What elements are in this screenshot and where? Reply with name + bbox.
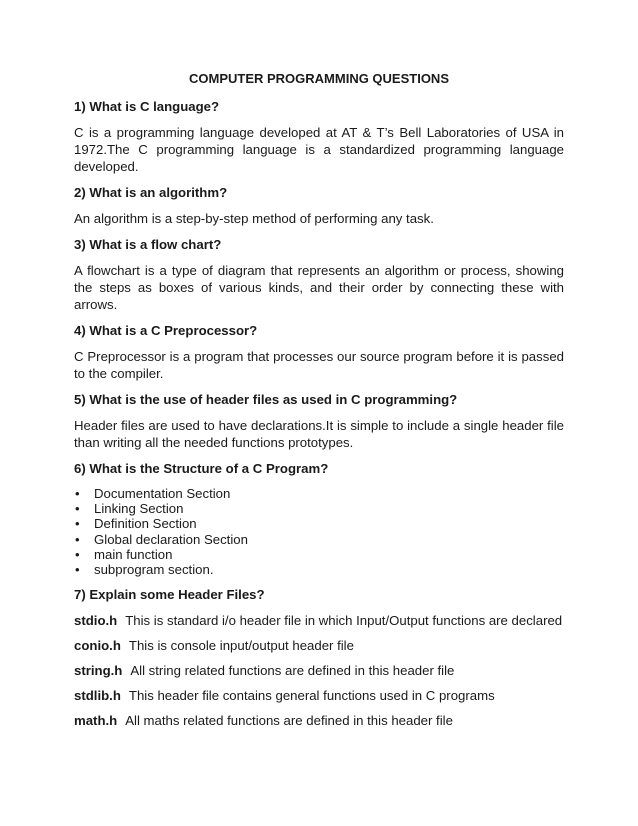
answer-4: C Preprocessor is a program that processes our source program before it is passed to the compiler. [74, 349, 564, 381]
answer-2: An algorithm is a step-by-step method of performing any task. [74, 211, 434, 226]
header-file-desc: This is standard i/o header file in which Input/Output functions are declared [125, 613, 563, 629]
header-file-name: string.h [74, 663, 123, 679]
question-5: 5) What is the use of header files as used in C programming? [74, 392, 458, 407]
header-file-row [74, 712, 564, 729]
header-file-desc: This header file contains general functions used in C programs [128, 688, 495, 704]
header-file-name: math.h [74, 713, 118, 729]
bullet-icon: • [75, 501, 80, 517]
header-file-name: stdlib.h [74, 688, 121, 704]
bullet-icon: • [75, 546, 80, 562]
header-file-desc: All maths related functions are defined in this header file [125, 713, 453, 729]
question-2: 2) What is an algorithm? [74, 185, 228, 200]
answer-3: A flowchart is a type of diagram that represents an algorithm or process, showing the steps as boxes of various kinds, and their order by connecting these with arrows. [74, 263, 564, 312]
list-item: • Definition Section [75, 516, 197, 532]
list-item: • Global declaration Section [75, 531, 248, 547]
bullet-icon: • [75, 562, 80, 578]
header-file-desc: All string related functions are defined in this header file [130, 663, 455, 679]
question-3: 3) What is a flow chart? [74, 237, 222, 252]
header-file-desc: This is console input/output header file [128, 638, 354, 654]
list-item: • subprogram section. [75, 562, 214, 578]
list-item: • Documentation Section [75, 486, 231, 501]
structure-list [74, 486, 564, 577]
bullet-icon: • [75, 531, 80, 547]
list-item: • main function [75, 546, 173, 562]
document-page [74, 70, 564, 737]
answer-1: C is a programming language developed at AT & T’s Bell Laboratories of USA in 1972.The C programming language is a standardized programming language developed. [74, 125, 564, 174]
answer-5: Header files are used to have declarations.It is simple to include a single header file than writing all the needed functions prototypes. [74, 418, 564, 450]
bullet-icon: • [75, 486, 80, 501]
header-file-row [74, 612, 564, 629]
question-4: 4) What is a C Preprocessor? [74, 323, 258, 338]
header-file-row [74, 662, 564, 679]
question-6: 6) What is the Structure of a C Program? [74, 461, 329, 476]
question-7: 7) Explain some Header Files? [74, 587, 265, 603]
bullet-icon: • [75, 516, 80, 532]
header-file-name: conio.h [74, 638, 121, 654]
header-file-row [74, 637, 564, 654]
question-1: 1) What is C language? [74, 99, 220, 114]
page-title: COMPUTER PROGRAMMING QUESTIONS [188, 71, 449, 86]
header-file-row [74, 687, 564, 704]
list-item: • Linking Section [75, 501, 184, 517]
header-file-name: stdio.h [74, 613, 118, 629]
